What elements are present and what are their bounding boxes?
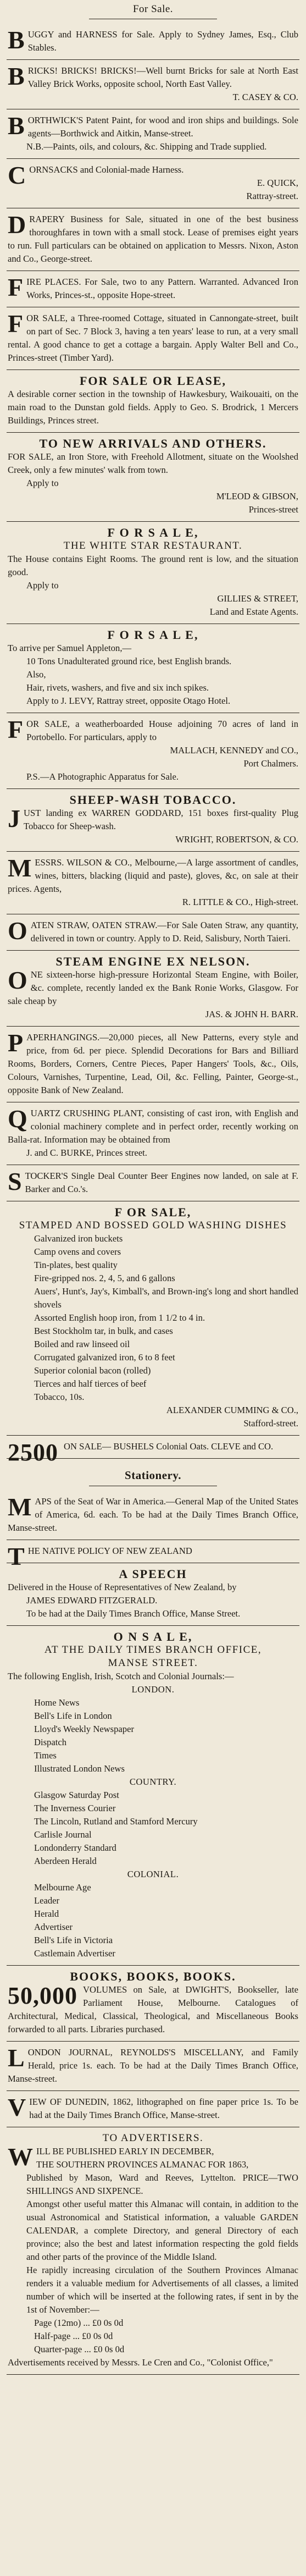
ad-text: BORTHWICK'S Patent Paint, for wood and iron ships and buildings. Sole agents—Borthwick and Aitkin, Manse-street. xyxy=(8,112,298,140)
list-item: Leader xyxy=(34,1895,60,1906)
advertisement-appleton xyxy=(7,624,299,713)
drop-cap: B xyxy=(8,26,25,54)
drop-cap: T xyxy=(8,1542,25,1570)
ad-text: BUGGY and HARNESS for Sale. Apply to Sydney James, Esq., Club Stables. xyxy=(8,26,298,54)
ad-text: MESSRS. WILSON & CO., Melbourne,—A large assortment of candles, wines, bitters, blacking (liquid and paste), gloves, &c, on sale at their prices. Agents, xyxy=(8,854,298,894)
advertisement-drapery xyxy=(7,208,299,271)
advertisement-oatenstraw xyxy=(7,914,299,951)
ad-text: Amongst other useful matter this Almanac will contain, in addition to the usual Astronomical and Statistical information, a valuable GARDEN CALENDAR, a complete Directory, and general Directory of each province; also the best and latest information respecting the gold fields and other parts of the province of the Middle Island. xyxy=(26,2199,298,2262)
ad-text: LONDON JOURNAL, REYNOLDS'S MISCELLANY, and Family Herald, price 1s. each. To be had at the Daily Times Branch Office, Manse-street. xyxy=(8,2044,298,2084)
stationery-ads xyxy=(7,1491,299,2375)
list-group-label: COUNTRY. xyxy=(129,1777,177,1787)
drop-cap: P xyxy=(8,1029,24,1057)
drop-cap: F xyxy=(8,273,24,301)
drop-cap: F xyxy=(8,310,24,338)
ad-signature: JAS. & JOHN H. BARR. xyxy=(205,1009,298,1019)
ad-text: Hair, rivets, washers, and five and six inch spikes. xyxy=(26,682,209,693)
ad-text: QUARTZ CRUSHING PLANT, consisting of cast iron, with English and colonial machinery complete and in perfect order, recently working on Balla-rat. Information may be obtained from xyxy=(8,1105,298,1145)
drop-cap: M xyxy=(8,854,32,882)
advertisement-reynolds xyxy=(7,2042,299,2091)
ad-text: MAPS of the Seat of War in America.—General Map of the United States of America, 6d. each. To be had at the Daily Times Branch Office, Manse-street. xyxy=(8,1493,298,1533)
ad-text: VIEW OF DUNEDIN, 1862, lithographed on fine paper price 1s. To be had at the Daily Times Branch Office, Manse-street. xyxy=(8,2093,298,2121)
ad-text: To arrive per Samuel Appleton,— xyxy=(8,643,132,653)
ad-signature: M'LEOD & GIBSON, xyxy=(216,491,298,501)
list-item: The Lincoln, Rutland and Stamford Mercury xyxy=(34,1816,198,1827)
advertisement-dailytimes xyxy=(7,1626,299,1966)
ad-text: CORNSACKS and Colonial-made Harness. xyxy=(8,161,184,189)
list-item: Castlemain Advertiser xyxy=(34,1948,115,1959)
list-item: Carlisle Journal xyxy=(34,1829,92,1840)
ad-text: FIRE PLACES. For Sale, two to any Pattern. Warranted. Advanced Iron Works, Princes-st., opposite Hope-street. xyxy=(8,273,298,301)
advertisement-dunedin xyxy=(7,2091,299,2127)
rate-label: Quarter-page xyxy=(34,2344,82,2354)
ad-text: VOLUMES on Sale, at DWIGHT'S, Bookseller, late Parliament House, Melbourne. Catalogues of Architectural, Medical, Classical, Theological, and Miscellaneous Books forwarded to all parts. Libraries purchased. xyxy=(8,1984,298,2034)
advertisement-tobacco xyxy=(7,789,299,852)
drop-cap: M xyxy=(8,1493,32,1521)
ad-text: The House contains Eight Rooms. The ground rent is low, and the situation good. xyxy=(8,554,298,577)
ad-text: A desirable corner section in the township of Hawkesbury, Waikouaiti, on the main road to the Dunstan gold fields. Apply to Geo. S. Brodrick, 1 Mercers Buildings, Princes street. xyxy=(8,389,298,426)
ad-text: Apply to J. LEVY, Rattray street, opposite Otago Hotel. xyxy=(26,696,231,706)
rate-row: Half-page ... £0 0s 0d xyxy=(34,2331,113,2341)
ad-big-number: 2500 xyxy=(8,1439,58,1466)
ad-text: FOR SALE, an Iron Store, with Freehold Allotment, situate on the Woolshed Creek, only a few minutes' walk from town. xyxy=(8,451,298,475)
ad-text: P.S.—A Photographic Apparatus for Sale. xyxy=(26,771,179,782)
rate-row: Page (12mo) ... £0 0s 0d xyxy=(34,2318,124,2328)
list-item: Tierces and half tierces of beef xyxy=(34,1378,147,1389)
advertisement-speech xyxy=(7,1563,299,1626)
list-item: Times xyxy=(34,1750,57,1761)
list-item: Herald xyxy=(34,1908,59,1919)
ad-title: SHEEP-WASH TOBACCO. xyxy=(69,793,237,807)
drop-cap: D xyxy=(8,211,26,239)
advertisement-fireplaces xyxy=(7,271,299,307)
ad-text: STOCKER'S Single Deal Counter Beer Engines now landed, on sale at F. Barker and Co.'s. xyxy=(8,1167,298,1195)
advertisement-oats xyxy=(7,1436,299,1466)
advertisement-washing xyxy=(7,1201,299,1436)
ad-signature: R. LITTLE & CO., High-street. xyxy=(182,897,298,907)
advertisement-arrivals xyxy=(7,433,299,522)
ad-title: F OR SALE, xyxy=(114,1205,192,1219)
drop-cap: J xyxy=(8,804,20,832)
ad-big-number: 50,000 xyxy=(8,1982,77,2009)
list-item: Tobacco, 10s. xyxy=(34,1392,85,1402)
ad-text: 10 Tons Unadulterated ground rice, best English brands. xyxy=(26,656,232,666)
ad-text: J. and C. BURKE, Princes street. xyxy=(26,1148,147,1158)
ad-title: F O R S A L E, xyxy=(107,628,199,642)
ad-text: Also, xyxy=(26,669,46,680)
advertisement-almanac xyxy=(7,2127,299,2375)
for-sale-ads xyxy=(7,24,299,1466)
list-item: The Inverness Courier xyxy=(34,1803,116,1813)
ad-text: BRICKS! BRICKS! BRICKS!—Well burnt Bricks for sale at North East Valley Brick Works, opposite school, North East Valley. xyxy=(8,62,298,90)
ad-title: FOR SALE OR LEASE, xyxy=(79,374,227,388)
ad-text: The following English, Irish, Scotch and Colonial Journals:— xyxy=(8,1671,234,1681)
ad-text: THE SOUTHERN PROVINCES ALMANAC FOR 1863, xyxy=(36,2159,249,2170)
list-item: Londonderry Standard xyxy=(34,1843,116,1853)
list-item: Superior colonial bacon (rolled) xyxy=(34,1365,151,1376)
ad-text: ONE sixteen-horse high-pressure Horizontal Steam Engine, with Boiler, &c. complete, recently landed ex the Bank Ronie Works, Glasgow. For sale cheap by xyxy=(8,966,298,1006)
drop-cap: B xyxy=(8,62,25,90)
advertisement-cornsacks xyxy=(7,159,299,208)
ad-text: Delivered in the House of Representatives of New Zealand, by xyxy=(8,1582,237,1592)
ad-subtitle: AT THE DAILY TIMES BRANCH OFFICE, xyxy=(44,1644,262,1656)
drop-cap: S xyxy=(8,1167,22,1195)
ad-text: He rapidly increasing circulation of the Southern Provinces Almanac renders it a valuable medium for Advertisements of all classes, a limited number of which will be inserted at the following rates, if sent in by the 1st of November:— xyxy=(26,2265,298,2315)
advertisement-buggy xyxy=(7,24,299,60)
list-item: Home News xyxy=(34,1697,80,1708)
rate-price: £0 0s 0d xyxy=(93,2344,125,2354)
drop-cap: O xyxy=(8,917,27,945)
list-item: Camp ovens and covers xyxy=(34,1246,121,1257)
ad-signature-address: Rattray-street. xyxy=(246,191,298,201)
drop-cap: C xyxy=(8,161,26,189)
advertisement-borthwick xyxy=(7,109,299,159)
drop-cap: O xyxy=(8,966,27,994)
ad-signature-address: Port Chalmers. xyxy=(243,758,298,769)
section-heading-stationery: Stationery. xyxy=(125,1469,181,1482)
drop-cap: V xyxy=(8,2093,26,2121)
ad-signature: GILLIES & STREET, xyxy=(217,593,298,604)
ad-title: STEAM ENGINE EX NELSON. xyxy=(55,955,251,968)
ad-signature: T. CASEY & CO. xyxy=(232,92,298,102)
ad-title: TO NEW ARRIVALS AND OTHERS. xyxy=(39,437,267,450)
ad-text: N.B.—Paints, oils, and colours, &c. Shipping and Trade supplied. xyxy=(26,141,267,152)
ad-text: FOR SALE, a Three-roomed Cottage, situated in Cannongate-street, built on part of Sec. 7 Block 3, having a ten years' lease to run, at a very small rental. A good chance to get a cottage a bargain. Apply Walter Bell and Co., Princes-street (Timber Yard). xyxy=(8,310,298,363)
ad-text: OATEN STRAW, OATEN STRAW.—For Sale Oaten Straw, any quantity, delivered in town or country. Apply to D. Reid, Salisbury, North Taieri. xyxy=(8,917,298,945)
list-item: Glasgow Saturday Post xyxy=(34,1790,119,1800)
ad-signature: WRIGHT, ROBERTSON, & CO. xyxy=(175,834,298,845)
ad-subtitle: STAMPED AND BOSSED GOLD WASHING DISHES xyxy=(19,1220,287,1231)
list-group-label: COLONIAL. xyxy=(127,1869,179,1879)
ad-subtitle: TO ADVERTISERS. xyxy=(102,2132,204,2144)
ad-text: Published by Mason, Ward and Reeves, Lyttelton. PRICE—TWO SHILLINGS AND SIXPENCE. xyxy=(26,2172,298,2196)
drop-cap: W xyxy=(8,2143,33,2171)
advertisement-weatherboard xyxy=(7,713,299,789)
ad-title: O N S A L E, xyxy=(113,1630,193,1643)
list-item: Bell's Life in Victoria xyxy=(34,1935,113,1945)
list-item: Corrugated galvanized iron, 6 to 8 feet xyxy=(34,1352,175,1363)
advertisement-steam xyxy=(7,951,299,1027)
list-item: Fire-gripped nos. 2, 4, 5, and 6 gallons xyxy=(34,1273,175,1283)
ad-text: Apply to xyxy=(26,478,59,488)
rate-price: £0 0s 0d xyxy=(92,2318,124,2328)
list-item: Bell's Life in London xyxy=(34,1711,112,1721)
ad-signature: MALLACH, KENNEDY and CO., xyxy=(170,745,298,755)
drop-cap: L xyxy=(8,2044,25,2072)
ad-text: JAMES EDWARD FITZGERALD. xyxy=(26,1595,158,1606)
ad-text: ON SALE— BUSHELS Colonial Oats. CLEVE and CO. xyxy=(64,1441,274,1452)
ad-signature-address: Stafford-street. xyxy=(243,1418,298,1428)
ad-text: DRAPERY Business for Sale, situated in one of the best business thoroughfares in town with a small stock. Lease of premises eight years to run. Full particulars can be obtained on application to Messrs. Nixon, Aston and Co., George-street. xyxy=(8,211,298,264)
ad-text: WILL BE PUBLISHED EARLY IN DECEMBER, xyxy=(8,2143,214,2171)
advertisement-bricks xyxy=(7,60,299,109)
ad-text: To be had at the Daily Times Branch Office, Manse Street. xyxy=(26,1608,241,1619)
drop-cap: F xyxy=(8,715,24,743)
ad-title: BOOKS, BOOKS, BOOKS. xyxy=(70,1970,236,1983)
drop-cap: B xyxy=(8,112,25,140)
advertisement-wilson xyxy=(7,852,299,914)
ad-text: PAPERHANGINGS.—20,000 pieces, all New Patterns, every style and price, from 6d. per piece. Splendid Decorations for Bars and Billiard Rooms, Borders, Corners, Centre Pieces, Paper Hangers' Tools, &c., Oils, Colours, Varnishes, Turpentine, Lead, Oil, &c. Felling, Painter, George-st., opposite Bank of New Zealand. xyxy=(8,1029,298,1095)
rate-price: £0 0s 0d xyxy=(82,2331,113,2341)
ad-text: Apply to xyxy=(26,580,59,591)
advertisement-books xyxy=(7,1966,299,2042)
advertisement-native xyxy=(7,1540,299,1570)
list-item: Best Stockholm tar, in bulk, and cases xyxy=(34,1326,173,1336)
ad-signature: E. QUICK, xyxy=(257,178,298,188)
ad-subtitle: THE WHITE STAR RESTAURANT. xyxy=(63,540,243,551)
list-item: Melbourne Age xyxy=(34,1882,91,1893)
ad-title: F O R S A L E, xyxy=(107,526,199,539)
list-item: Illustrated London News xyxy=(34,1763,125,1774)
ad-signature: ALEXANDER CUMMING & CO., xyxy=(166,1405,298,1415)
ad-text: THE NATIVE POLICY OF NEW ZEALAND xyxy=(8,1542,192,1570)
drop-cap: Q xyxy=(8,1105,27,1133)
section-heading-for-sale: For Sale. xyxy=(132,3,174,15)
rate-label: Page (12mo) xyxy=(34,2318,81,2328)
advertisement-quartz xyxy=(7,1102,299,1165)
ad-signature-address: Land and Estate Agents. xyxy=(209,606,298,617)
ad-text: FOR SALE, a weatherboarded House adjoining 70 acres of land in Portobello. For particulars, apply to xyxy=(8,715,298,743)
ad-subtitle: MANSE STREET. xyxy=(108,1657,198,1669)
ad-signature-address: Princes-street xyxy=(248,504,298,515)
rate-row: Quarter-page ... £0 0s 0d xyxy=(34,2344,125,2354)
ad-text: JUST landing ex WARREN GODDARD, 151 boxes first-quality Plug Tobacco for Sheep-wash. xyxy=(8,804,298,832)
list-item: Dispatch xyxy=(34,1737,66,1747)
list-item: Advertiser xyxy=(34,1922,73,1932)
list-item: Galvanized iron buckets xyxy=(34,1233,123,1244)
advertisement-maps xyxy=(7,1491,299,1540)
list-item: Aberdeen Herald xyxy=(34,1856,97,1866)
list-item: Lloyd's Weekly Newspaper xyxy=(34,1724,134,1734)
ad-title: A SPEECH xyxy=(119,1567,187,1581)
list-item: Boiled and raw linseed oil xyxy=(34,1339,130,1349)
advertisement-paperhangings xyxy=(7,1027,299,1102)
list-item: Tin-plates, best quality xyxy=(34,1260,118,1270)
advertisement-whitestar xyxy=(7,522,299,624)
advertisement-stockers xyxy=(7,1165,299,1201)
rate-label: Half-page xyxy=(34,2331,71,2341)
list-item: Auers', Hunt's, Jay's, Kimball's, and Brown-ing's long and short handled shovels xyxy=(34,1286,298,1310)
advertisement-cottage xyxy=(7,307,299,370)
list-item: Assorted English hoop iron, from 1 1/2 to 4 in. xyxy=(34,1312,205,1323)
advertisement-forsale_lease xyxy=(7,370,299,433)
ad-footer: Advertisements received by Messrs. Le Cren and Co., "Colonist Office," xyxy=(8,2357,273,2368)
list-group-label: LONDON. xyxy=(131,1684,175,1695)
